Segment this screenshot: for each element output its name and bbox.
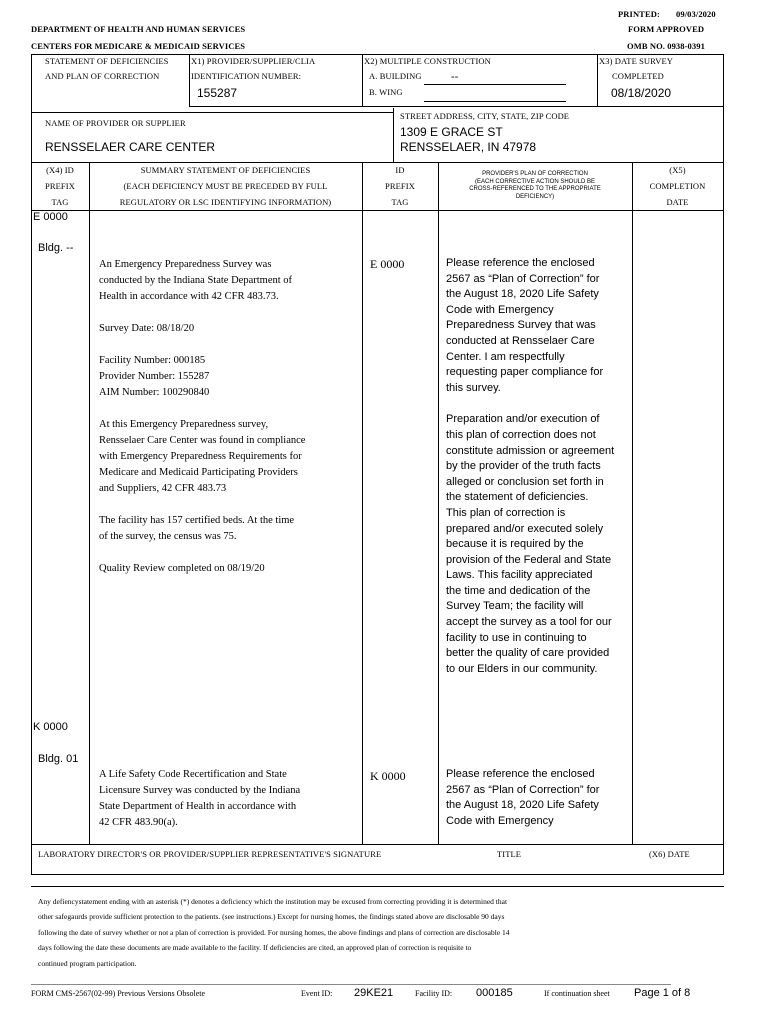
summary-header-2: (EACH DEFICIENCY MUST BE PRECEDED BY FULL — [123, 181, 328, 191]
plan-line: this survey. — [446, 381, 501, 394]
summary-line: Rensselaer Care Center was found in compliance — [99, 435, 306, 446]
centers-title: CENTERS FOR MEDICARE & MEDICAID SERVICES — [31, 41, 246, 51]
provider-id-label: X1) PROVIDER/SUPPLIER/CLIA — [191, 56, 316, 66]
e-tag: E 0000 — [33, 211, 68, 223]
plan-header-4: DEFICIENCY) — [515, 193, 555, 200]
plan-line: facility to use in continuing to — [446, 631, 587, 644]
summary-line: An Emergency Preparedness Survey was — [99, 259, 272, 270]
e-plan-para-2 — [446, 412, 630, 677]
aim-number: AIM Number: 100290840 — [99, 387, 210, 398]
x5-label: (X5) — [669, 165, 686, 175]
disclaimer-line: continued program participation. — [38, 958, 137, 968]
e-summary — [99, 257, 361, 577]
continuation-label: If continuation sheet — [544, 989, 610, 998]
statement-label-2: AND PLAN OF CORRECTION — [45, 71, 160, 81]
address-line-1: 1309 E GRACE ST — [400, 125, 503, 139]
date-survey-value: 08/18/2020 — [611, 86, 672, 100]
x4-tag-label: TAG — [51, 197, 69, 207]
facility-number: Facility Number: 000185 — [99, 355, 206, 366]
e-summary-para-2 — [99, 321, 361, 337]
plan-line: conducted at Rensselaer Care — [446, 334, 595, 347]
plan-line: this plan of correction does not — [446, 428, 596, 441]
summary-line: and Suppliers, 42 CFR 483.73 — [99, 483, 227, 494]
provider-name-label: NAME OF PROVIDER OR SUPPLIER — [45, 118, 186, 128]
printed-date: 09/03/2020 — [676, 9, 716, 19]
signature-label: LABORATORY DIRECTOR'S OR PROVIDER/SUPPLIER REPRESENTATIVE'S SIGNATURE — [38, 849, 382, 859]
disclaimer — [38, 894, 718, 971]
plan-line: constitute admission or agreement — [446, 444, 615, 457]
summary-line: 42 CFR 483.90(a). — [99, 817, 178, 828]
plan-line: Survey Team; the facility will — [446, 600, 584, 613]
plan-line: the August 18, 2020 Life Safety — [446, 799, 599, 812]
form-approved: FORM APPROVED — [628, 24, 705, 34]
identification-label: IDENTIFICATION NUMBER: — [191, 71, 302, 81]
x4-id-label: (X4) ID — [46, 165, 74, 175]
signature-date-label: (X6) DATE — [649, 849, 690, 859]
provider-id-value: 155287 — [197, 86, 238, 100]
building-value: -- — [451, 71, 459, 83]
provider-name-value: RENSSELAER CARE CENTER — [45, 140, 216, 154]
summary-line: The facility has 157 certified beds. At the time — [99, 515, 295, 526]
summary-line: conducted by the Indiana State Department of — [99, 275, 293, 286]
completed-label: COMPLETED — [612, 71, 664, 81]
plan-header-2: (EACH CORRECTIVE ACTION SHOULD BE — [474, 178, 596, 185]
event-id-value: 29KE21 — [354, 987, 394, 999]
e-plan-para-1 — [446, 256, 630, 396]
summary-line: At this Emergency Preparedness survey, — [99, 419, 269, 430]
plan-line: to our Elders in our community. — [446, 662, 598, 675]
e-summary-para-6 — [99, 561, 361, 577]
provider-number: Provider Number: 155287 — [99, 371, 210, 382]
quality-review: Quality Review completed on 08/19/20 — [99, 563, 265, 574]
k-id-tag: K 0000 — [370, 769, 406, 783]
k-summary — [99, 767, 361, 831]
disclaimer-line: Any defiencystatement ending with an asterisk (*) denotes a deficiency which the institution may be excused from correcting providing it is determined that — [38, 897, 508, 906]
plan-line: better the quality of care provided — [446, 647, 610, 660]
plan-line: provision of the Federal and State — [446, 553, 612, 566]
x4-prefix-label: PREFIX — [45, 181, 75, 191]
id-prefix-label: PREFIX — [385, 181, 415, 191]
plan-line: by the provider of the truth facts — [446, 460, 601, 473]
page-number: Page 1 of 8 — [634, 987, 691, 999]
disclaimer-line: days following the date these documents are made available to the facility. If deficiencies are cited, an approved plan of correction is requisite to — [38, 943, 472, 953]
e-summary-para-4 — [99, 417, 361, 497]
plan-line: the time and dedication of the — [446, 584, 591, 597]
plan-line: accept the survey as a tool for our — [446, 616, 612, 629]
summary-line: A Life Safety Code Recertification and State — [99, 769, 287, 780]
facility-id-label: Facility ID: — [415, 989, 453, 998]
summary-line: Health in accordance with 42 CFR 483.73. — [99, 291, 279, 302]
plan-line: requesting paper compliance for — [446, 366, 604, 379]
summary-line: with Emergency Preparedness Requirements for — [99, 451, 302, 462]
plan-line: alleged or conclusion set forth in — [446, 475, 604, 488]
plan-line: Preparedness Survey that was — [446, 319, 596, 332]
facility-id-value: 000185 — [476, 987, 513, 999]
plan-line: This plan of correction is — [446, 506, 566, 519]
plan-line: Please reference the enclosed — [446, 257, 595, 269]
plan-line: the statement of deficiencies. — [446, 491, 589, 504]
form-number: FORM CMS-2567(02-99) Previous Versions Obsolete — [31, 989, 206, 998]
plan-line: the August 18, 2020 Life Safety — [446, 288, 599, 301]
plan-header-3: CROSS-REFERENCED TO THE APPROPRIATE — [469, 186, 601, 192]
e-plan — [446, 256, 630, 677]
title-label: TITLE — [497, 849, 522, 859]
k-tag: K 0000 — [33, 721, 68, 733]
summary-line: Licensure Survey was conducted by the Indiana — [99, 785, 301, 796]
id-label: ID — [395, 165, 405, 175]
k-plan — [446, 767, 630, 829]
plan-line: Preparation and/or execution of — [446, 413, 600, 426]
plan-header-1: PROVIDER'S PLAN OF CORRECTION — [482, 171, 588, 177]
wing-label: B. WING — [369, 87, 403, 97]
building-label: A. BUILDING — [369, 71, 422, 81]
plan-line: prepared and/or executed solely — [446, 522, 604, 535]
plan-header — [438, 171, 632, 201]
e-building: Bldg. -- — [38, 242, 74, 254]
department-title: DEPARTMENT OF HEALTH AND HUMAN SERVICES — [31, 24, 246, 34]
event-id-label: Event ID: — [301, 989, 333, 998]
e-summary-para-5 — [99, 513, 361, 545]
disclaimer-line: other safegaurds provide sufficient protection to the patients. (see instructions.) Except for nursing homes, the findings stated above are disclosable 90 days — [38, 912, 505, 922]
summary-line: State Department of Health in accordance with — [99, 801, 297, 812]
multiple-construction-label: X2) MULTIPLE CONSTRUCTION — [364, 56, 491, 66]
e-id-tag: E 0000 — [370, 257, 405, 271]
address-line-2: RENSSELAER, IN 47978 — [400, 140, 537, 154]
completion-date-label: DATE — [666, 197, 689, 207]
plan-line: Please reference the enclosed — [446, 768, 595, 780]
e-summary-para-3 — [99, 353, 361, 401]
id-tag-label: TAG — [391, 197, 409, 207]
survey-date: Survey Date: 08/18/20 — [99, 323, 195, 334]
summary-header-3: REGULATORY OR LSC IDENTIFYING INFORMATION) — [119, 197, 332, 207]
omb-number: OMB NO. 0938-0391 — [627, 41, 705, 51]
plan-line: Code with Emergency — [446, 814, 554, 827]
statement-label-1: STATEMENT OF DEFICIENCIES — [45, 56, 169, 66]
k-building: Bldg. 01 — [38, 753, 79, 765]
disclaimer-line: following the date of survey whether or not a plan of correction is provided. For nursing homes, the above findings and plans of correction are disclosable 14 — [38, 927, 510, 937]
address-label: STREET ADDRESS, CITY, STATE, ZIP CODE — [400, 111, 570, 121]
plan-line: 2567 as “Plan of Correction” for — [446, 783, 600, 796]
plan-line: Code with Emergency — [446, 303, 554, 316]
plan-line: Center. I am respectfully — [446, 350, 565, 363]
plan-line: 2567 as “Plan of Correction” for — [446, 272, 600, 285]
plan-line: Laws. This facility appreciated — [446, 569, 593, 582]
printed-label: PRINTED: — [618, 9, 660, 19]
summary-header-1: SUMMARY STATEMENT OF DEFICIENCIES — [140, 165, 311, 175]
e-summary-para-1 — [99, 257, 361, 305]
summary-line: of the survey, the census was 75. — [99, 531, 237, 542]
date-survey-label: X3) DATE SURVEY — [599, 56, 674, 66]
plan-line: because it is required by the — [446, 538, 584, 551]
completion-label: COMPLETION — [649, 181, 706, 191]
summary-line: Medicare and Medicaid Participating Providers — [99, 467, 298, 478]
